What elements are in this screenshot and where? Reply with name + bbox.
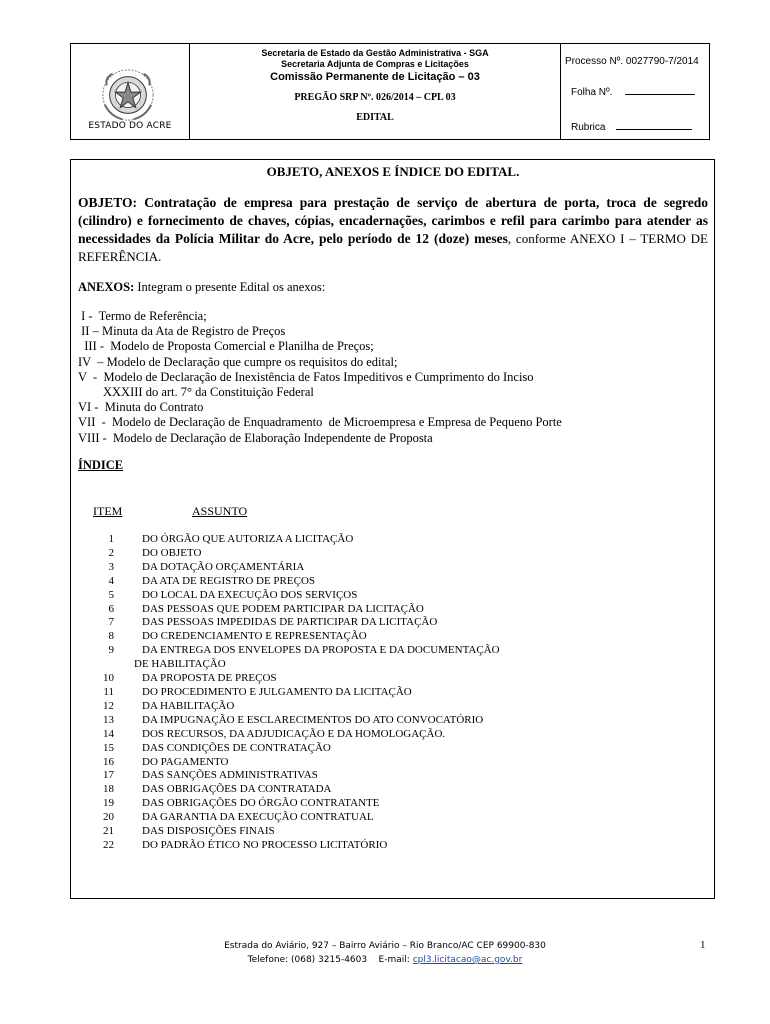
- indice-row-gap: [114, 714, 142, 728]
- header-secretaria-adjunta: Secretaria Adjunta de Compras e Licitações: [281, 59, 469, 69]
- indice-row-gap: [114, 686, 142, 700]
- indice-row-number: 14: [103, 727, 114, 740]
- indice-row: [90, 672, 500, 686]
- indice-row: [90, 644, 500, 658]
- indice-row: [90, 714, 500, 728]
- indice-col-item: ITEM: [93, 504, 123, 518]
- indice-row-number: 7: [108, 616, 114, 629]
- indice-row-subject: DE HABILITAÇÃO: [134, 658, 226, 671]
- indice-row-number: 19: [103, 797, 114, 810]
- indice-row-subject: DO PAGAMENTO: [142, 755, 229, 768]
- indice-row-number: 20: [103, 811, 114, 824]
- document-header: [70, 43, 710, 140]
- indice-row-number: 3: [108, 560, 114, 573]
- indice-row-subject: DAS CONDIÇÕES DE CONTRATAÇÃO: [142, 741, 331, 754]
- indice-row-gap: [114, 672, 142, 686]
- folha-blank: [625, 94, 695, 95]
- indice-col-assunto: ASSUNTO: [192, 504, 248, 518]
- indice-row-number: 5: [108, 588, 114, 601]
- rubrica-field: [571, 122, 692, 133]
- rubrica-label: Rubrica: [571, 122, 606, 133]
- indice-row: [90, 769, 500, 783]
- indice-row: [90, 728, 500, 742]
- indice-row-number: 2: [108, 546, 114, 559]
- indice-row-number: 6: [108, 602, 114, 615]
- indice-row: [90, 686, 500, 700]
- indice-row-subject: DA ENTREGA DOS ENVELOPES DA PROPOSTA E DA DOCUMENTAÇÃO: [142, 644, 500, 657]
- indice-row-subject: DAS PESSOAS QUE PODEM PARTICIPAR DA LICITAÇÃO: [142, 602, 424, 615]
- anexo-item: IV – Modelo de Declaração que cumpre os requisitos do edital;: [78, 354, 398, 369]
- indice-row-gap: [114, 769, 142, 783]
- anexos-list: [78, 309, 708, 446]
- indice-row-subject: DA ATA DE REGISTRO DE PREÇOS: [142, 574, 316, 587]
- header-pregao: PREGÃO SRP Nº. 026/2014 – CPL 03: [294, 92, 456, 103]
- indice-row: [90, 825, 500, 839]
- indice-row-number: 4: [108, 574, 114, 587]
- indice-row-number: 22: [103, 838, 114, 851]
- footer-phone: Telefone: (068) 3215-4603 E-mail:: [247, 955, 410, 965]
- indice-row-number: 1: [108, 533, 114, 545]
- indice-row-gap: [114, 742, 142, 756]
- objeto-tail-text: , conforme ANEXO I – TERMO DE REFERÊNCIA.: [78, 231, 708, 264]
- indice-row: [90, 589, 500, 603]
- anexos-label: ANEXOS:: [78, 280, 135, 294]
- indice-row-subject: DAS DISPOSIÇÕES FINAIS: [142, 825, 275, 838]
- anexo-item: VI - Minuta do Contrato: [78, 400, 204, 415]
- indice-row-subject: DA DOTAÇÃO ORÇAMENTÁRIA: [142, 560, 305, 573]
- indice-row: [90, 756, 500, 770]
- header-title-cell: [190, 44, 561, 139]
- indice-row: [90, 783, 500, 797]
- anexo-item: V - Modelo de Declaração de Inexistência de Fatos Impeditivos e Cumprimento do Inciso: [78, 369, 534, 384]
- header-edital: EDITAL: [356, 112, 394, 123]
- indice-row-gap: [114, 603, 142, 617]
- indice-row-subject: DA PROPOSTA DE PREÇOS: [142, 672, 277, 685]
- indice-row: [90, 797, 500, 811]
- page-number: 1: [700, 939, 706, 951]
- folha-field: [571, 87, 695, 98]
- indice-row-gap: [114, 756, 142, 770]
- anexo-item: VIII - Modelo de Declaração de Elaboração Independente de Proposta: [78, 430, 433, 445]
- indice-row-subject: DAS OBRIGAÇÕES DA CONTRATADA: [142, 783, 332, 796]
- header-secretaria: Secretaria de Estado da Gestão Administrativa - SGA: [261, 48, 489, 58]
- indice-row: [90, 742, 500, 756]
- indice-row-gap: [114, 533, 142, 547]
- edital-content: [78, 164, 708, 473]
- anexo-item: III - Modelo de Proposta Comercial e Planilha de Preços;: [78, 339, 374, 354]
- objeto-paragraph: [78, 194, 708, 266]
- indice-row-subject: DO OBJETO: [142, 546, 202, 559]
- indice-row-gap: [114, 797, 142, 811]
- indice-row: [90, 839, 500, 853]
- indice-row-subject: DO LOCAL DA EXECUÇÃO DOS SERVIÇOS: [142, 588, 358, 601]
- indice-row-subject: DO ÓRGÃO QUE AUTORIZA A LICITAÇÃO: [142, 533, 354, 545]
- indice-row-number: 8: [108, 630, 114, 643]
- header-logo-cell: [71, 44, 190, 139]
- indice-row: [90, 603, 500, 617]
- indice-row: [90, 700, 500, 714]
- indice-row-gap: [114, 783, 142, 797]
- indice-row-gap: [114, 658, 134, 672]
- indice-row: [90, 575, 500, 589]
- indice-row-subject: DO PADRÃO ÉTICO NO PROCESSO LICITATÓRIO: [142, 838, 388, 851]
- indice-row-gap: [114, 700, 142, 714]
- indice-row-gap: [114, 561, 142, 575]
- anexo-item: XXXIII do art. 7° da Constituição Federal: [78, 385, 314, 400]
- indice-row-subject: DAS PESSOAS IMPEDIDAS DE PARTICIPAR DA LICITAÇÃO: [142, 616, 438, 629]
- indice-row-gap: [114, 630, 142, 644]
- folha-label: Folha Nº.: [571, 87, 613, 98]
- indice-row-gap: [114, 839, 142, 853]
- header-comissao: Comissão Permanente de Licitação – 03: [270, 71, 480, 83]
- anexos-intro: [78, 280, 708, 295]
- indice-row-subject: DA IMPUGNAÇÃO E ESCLARECIMENTOS DO ATO CONVOCATÓRIO: [142, 713, 484, 726]
- indice-row-number: 10: [103, 672, 114, 685]
- footer-email-link[interactable]: cpl3.licitacao@ac.gov.br: [412, 955, 523, 965]
- indice-row-subject: DA HABILITAÇÃO: [142, 699, 235, 712]
- indice-row-number: 12: [103, 699, 114, 712]
- anexo-item: VII - Modelo de Declaração de Enquadramento de Microempresa e Empresa de Pequeno Porte: [78, 415, 562, 430]
- indice-row-number: 13: [103, 713, 114, 726]
- footer-address: Estrada do Aviário, 927 – Bairro Aviário – Rio Branco/AC CEP 69900-830: [224, 941, 546, 951]
- indice-row-number: 18: [103, 783, 114, 796]
- indice-row-gap: [114, 547, 142, 561]
- indice-row-subject: DO CREDENCIAMENTO E REPRESENTAÇÃO: [142, 630, 367, 643]
- indice-row-number: [90, 658, 114, 672]
- indice-row-number: 11: [103, 685, 114, 698]
- anexo-item: II – Minuta da Ata de Registro de Preços: [78, 324, 286, 339]
- indice-row: [90, 811, 500, 825]
- indice-row-subject: DOS RECURSOS, DA ADJUDICAÇÃO E DA HOMOLOGAÇÃO.: [142, 727, 446, 740]
- footer-contact: [0, 953, 770, 967]
- rubrica-blank: [616, 129, 692, 130]
- anexo-item: I - Termo de Referência;: [78, 309, 207, 323]
- objeto-bold-text: OBJETO: Contratação de empresa para prestação de serviço de abertura de porta, troca de segredo (cilindro) e fornecimento de chaves, cópias, encadernações, carimbos e refil para carimbo para atender as necessidades da Polícia Militar do Acre, pelo período de 12 (doze) meses: [78, 195, 708, 246]
- indice-row-gap: [114, 811, 142, 825]
- indice-row: [90, 533, 500, 547]
- section-title: OBJETO, ANEXOS E ÍNDICE DO EDITAL.: [266, 164, 520, 179]
- indice-row-gap: [114, 589, 142, 603]
- indice-row-gap: [114, 644, 142, 658]
- indice-row: [90, 547, 500, 561]
- indice-list: [90, 533, 500, 853]
- state-name: ESTADO DO ACRE: [88, 121, 172, 131]
- indice-row-gap: [114, 825, 142, 839]
- indice-heading: ÍNDICE: [78, 457, 124, 472]
- indice-row-subject: DO PROCEDIMENTO E JULGAMENTO DA LICITAÇÃO: [142, 685, 412, 698]
- indice-row-number: 9: [108, 644, 114, 657]
- indice-row-gap: [114, 728, 142, 742]
- indice-row-subject: DA GARANTIA DA EXECUÇÃO CONTRATUAL: [142, 811, 374, 824]
- indice-row-subject: DAS SANÇÕES ADMINISTRATIVAS: [142, 769, 318, 782]
- indice-row-number: 15: [103, 741, 114, 754]
- page-footer: [0, 939, 770, 967]
- indice-row-subject: DAS OBRIGAÇÕES DO ÓRGÃO CONTRATANTE: [142, 797, 380, 810]
- indice-row: [90, 561, 500, 575]
- anexos-intro-text: Integram o presente Edital os anexos:: [134, 280, 326, 294]
- indice-row: [90, 616, 500, 630]
- indice-row-number: 16: [103, 755, 114, 768]
- indice-row-gap: [114, 616, 142, 630]
- indice-row: [90, 630, 500, 644]
- header-process-cell: [561, 44, 709, 139]
- indice-row: [90, 658, 500, 672]
- indice-row-number: 17: [103, 769, 114, 782]
- indice-row-number: 21: [103, 825, 114, 838]
- processo-number: Processo Nº. 0027790-7/2014: [565, 56, 699, 67]
- state-seal-icon: [99, 66, 157, 124]
- indice-row-gap: [114, 575, 142, 589]
